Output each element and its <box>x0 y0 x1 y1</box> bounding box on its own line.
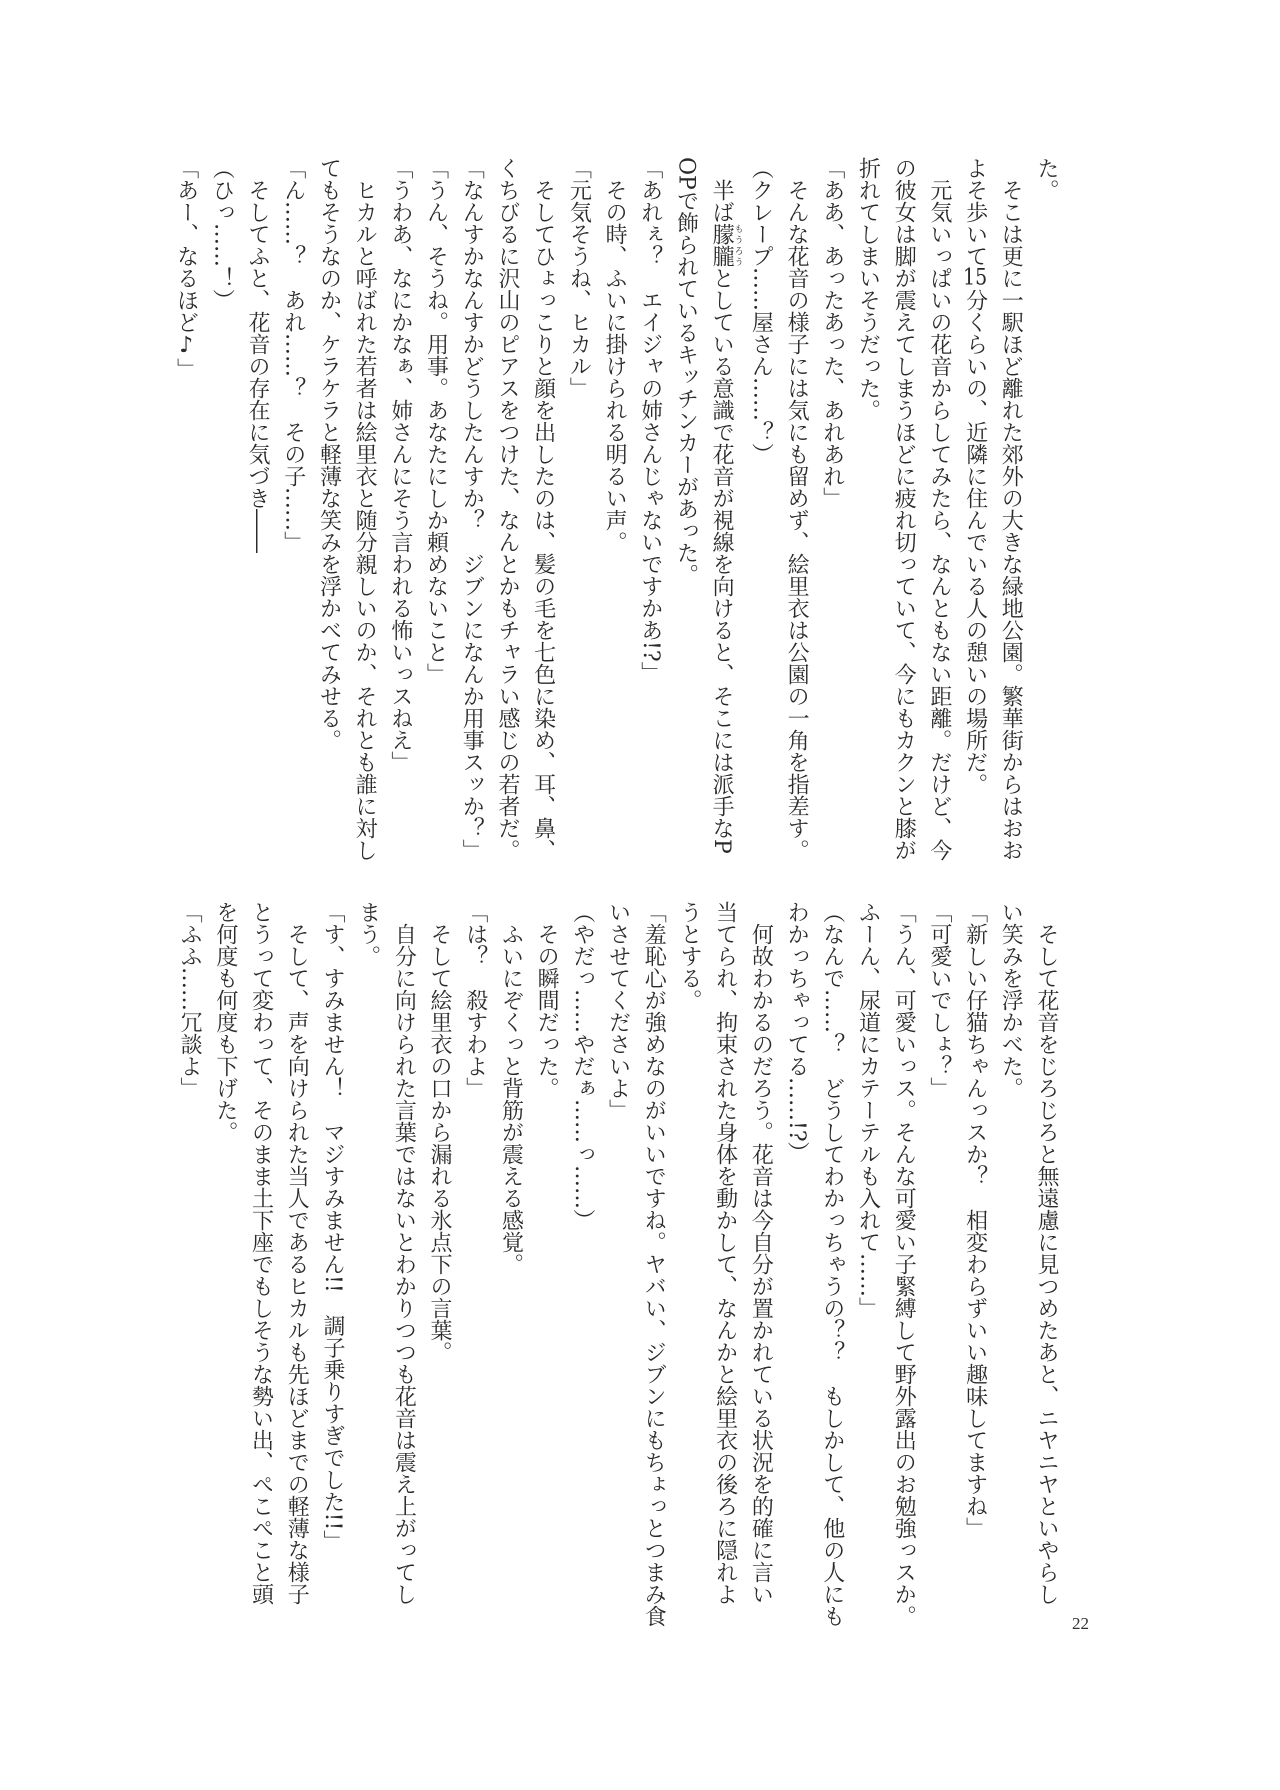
ruby-word <box>709 223 743 267</box>
text-line: 「うん、そうね。用事。あなたにしか頼めないこと」 <box>423 157 449 685</box>
text-line: 自分に向けられた言葉ではないとわかりつつも花音は震え上がってし <box>391 901 417 1605</box>
text-segment: 半ば <box>709 157 735 223</box>
text-line: わかっちゃってる……!?） <box>784 901 810 1164</box>
text-line: そして花音をじろじろと無遠慮に見つめたあと、ニヤニヤといやらし <box>1034 901 1059 1605</box>
text-line: 「可愛いでしょ？」 <box>926 901 952 1099</box>
text-line: 「うわあ、なにかなぁ、姉さんにそう言われる怖いっスねえ」 <box>387 157 413 773</box>
text-line: 「うん、可愛いっス。そんな可愛い子緊縛して野外露出のお勉強っスか。 <box>891 901 917 1627</box>
text-line: 「新しい仔猫ちゃんっスか？ 相変わらずいい趣味してますね」 <box>962 901 988 1539</box>
text-line: 「あー、なるほど♪」 <box>173 157 199 380</box>
text-line: とうって変わって、そのまま土下座でもしそうな勢い出、ぺこぺこと頭 <box>248 901 274 1605</box>
text-line: そこは更に一駅ほど離れた郊外の大きな緑地公園。繁華街からはおお <box>998 157 1024 861</box>
text-line: い笑みを浮かべた。 <box>998 901 1024 1099</box>
text-line: よそ歩いて15分くらいの、近隣に住んでいる人の憩いの場所だ。 <box>962 157 988 795</box>
text-line: 「ん……？ あれ……？ その子……」 <box>280 157 306 553</box>
text-line <box>703 157 742 863</box>
text-line: （やだっ……やだぁ……っ……） <box>569 901 595 1231</box>
text-line: 元気いっぱいの花音からしてみたら、なんともない距離。だけど、今 <box>926 157 952 861</box>
text-line: （なんで……？ どうしてわかっちゃうの？？ もしかして、他の人にも <box>819 901 845 1627</box>
text-line: ふーん、尿道にカテーテルも入れて……」 <box>855 901 881 1319</box>
text-line: ヒカルと呼ばれた若者は絵里衣と随分親しいのか、それとも誰に対し <box>352 157 378 861</box>
text-line: 「あれぇ？ エイジャの姉さんじゃないですかあ!?」 <box>637 157 663 684</box>
text-line: を何度も何度も下げた。 <box>212 901 238 1143</box>
number-upright: 15 <box>962 267 988 289</box>
text-line: 当てられ、拘束された身体を動かして、なんかと絵里衣の後ろに隠れよ <box>712 901 738 1605</box>
text-line: OPで飾られているキッチンカーがあった。 <box>673 157 699 586</box>
text-line: いさせてくださいよ」 <box>605 901 631 1121</box>
text-line: 「元気そうね、ヒカル」 <box>566 157 592 399</box>
text-line: てもそうなのか、ケラケラと軽薄な笑みを浮かべてみせる。 <box>316 157 342 751</box>
text-line: そして、声を向けられた当人であるヒカルも先ほどまでの軽薄な様子 <box>284 901 310 1605</box>
text-line: 「なんすかなんすかどうしたんすか？ ジブンになんか用事スッか？」 <box>459 157 485 861</box>
text-line: の彼女は脚が震えてしまうほどに疲れ切っていて、今にもカクンと膝が <box>891 157 917 861</box>
text-line: 「す、すみません！ マジすみません!! 調子乗りすぎでした!!」 <box>319 901 345 1553</box>
page-number: 22 <box>1072 1614 1089 1633</box>
text-block-top <box>171 157 1064 863</box>
text-line: そしてひょっこりと顔を出したのは、髪の毛を七色に染め、耳、鼻、 <box>530 157 556 861</box>
text-line: 「は？ 殺すわよ」 <box>462 901 488 1099</box>
text-line: その瞬間だった。 <box>534 901 560 1099</box>
text-line: そして絵里衣の口から漏れる氷点下の言葉。 <box>427 901 453 1363</box>
text-line: （ひっ……！） <box>209 157 235 311</box>
text-line: まう。 <box>355 901 381 967</box>
text-line: ふいにぞくっと背筋が震える感覚。 <box>498 901 524 1275</box>
text-line: （クレープ……屋さん……？） <box>748 157 774 465</box>
text-line: 「ああ、あったあった、あれあれ」 <box>819 157 845 509</box>
ruby-base: 朦朧 <box>709 223 735 267</box>
ruby-reading: もうろう <box>732 223 743 267</box>
text-line: そしてふと、花音の存在に気づき―― <box>245 157 271 553</box>
text-line: 「ふふ……冗談よ」 <box>177 901 203 1099</box>
text-line: そんな花音の様子には気にも留めず、絵里衣は公園の一角を指差す。 <box>784 157 810 861</box>
text-line: うとする。 <box>676 901 702 1011</box>
text-segment: としている意識で花音が視線を向けると、そこには派手なP <box>709 267 735 854</box>
text-line: くちびるに沢山のピアスをつけた、なんとかもチャラい感じの若者だ。 <box>494 157 520 861</box>
text-line: 「羞恥心が強めなのがいいですね。ヤバい、ジブンにもちょっとつまみ食 <box>641 901 667 1627</box>
text-block-bottom <box>171 901 1064 1627</box>
text-line: 何故わかるのだろう。花音は今自分が置かれている状況を的確に言い <box>748 901 774 1605</box>
text-line: その時、ふいに掛けられる明るい声。 <box>602 157 628 553</box>
text-line: 折れてしまいそうだった。 <box>855 157 881 421</box>
text-line: た。 <box>1034 157 1059 201</box>
